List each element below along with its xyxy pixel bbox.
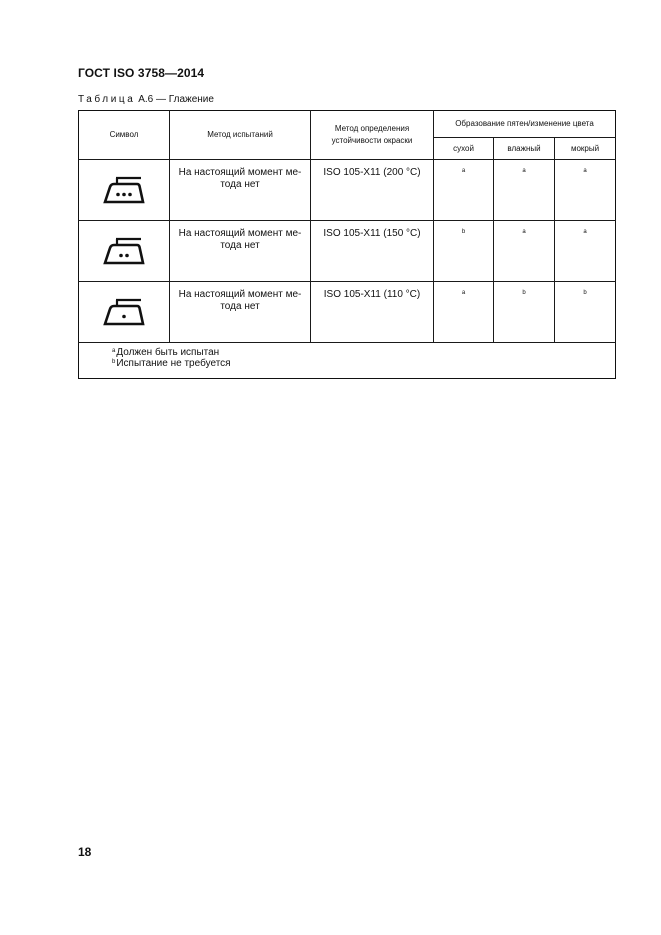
damp-cell: a	[494, 160, 555, 221]
fastness-method-cell: ISO 105-X11 (200 °C)	[311, 160, 434, 221]
test-method-text: На настоящий момент ме-тода нет	[178, 289, 302, 312]
test-method-text: На настоящий момент ме-тода нет	[178, 167, 302, 190]
iron-three-dots-icon	[101, 174, 147, 206]
test-method-cell	[170, 160, 311, 221]
header-symbol: Символ	[79, 111, 170, 160]
damp-cell: a	[494, 221, 555, 282]
dry-cell: a	[434, 160, 494, 221]
test-method-cell	[170, 282, 311, 343]
table-caption-word: Таблица	[78, 94, 136, 105]
footnote-mark: b	[112, 359, 116, 365]
fastness-method-cell: ISO 105-X11 (150 °C)	[311, 221, 434, 282]
damp-cell: b	[494, 282, 555, 343]
table-row	[79, 160, 616, 221]
document-header: ГОСТ ISO 3758—2014	[78, 66, 205, 80]
dry-cell: a	[434, 282, 494, 343]
wet-cell: b	[555, 282, 616, 343]
footnote-text: Испытание не требуется	[116, 358, 231, 369]
page-number: 18	[78, 845, 92, 859]
footnote-row	[79, 343, 616, 379]
header-fastness-method: Метод определения устойчивости окраски	[311, 111, 434, 160]
symbol-cell	[79, 221, 170, 282]
header-damp: влажный	[494, 138, 555, 160]
header-test-method: Метод испытаний	[170, 111, 311, 160]
symbol-cell	[79, 282, 170, 343]
footnote-mark: a	[112, 348, 116, 354]
footnote-text: Должен быть испытан	[116, 347, 220, 358]
table-caption	[78, 94, 214, 105]
ironing-table	[78, 110, 616, 379]
header-wet: мокрый	[555, 138, 616, 160]
wet-cell: a	[555, 160, 616, 221]
test-method-text: На настоящий момент ме-тода нет	[178, 228, 302, 251]
footnotes-cell	[79, 343, 616, 379]
footnote-a	[112, 347, 615, 358]
header-dry: сухой	[434, 138, 494, 160]
dry-cell: b	[434, 221, 494, 282]
table-row	[79, 282, 616, 343]
header-staining-group: Образование пятен/изменение цвета	[434, 111, 616, 138]
fastness-method-cell: ISO 105-X11 (110 °C)	[311, 282, 434, 343]
iron-one-dot-icon	[101, 296, 147, 328]
footnote-b	[112, 358, 615, 369]
symbol-cell	[79, 160, 170, 221]
iron-two-dots-icon	[101, 235, 147, 267]
wet-cell: a	[555, 221, 616, 282]
test-method-cell	[170, 221, 311, 282]
table-caption-title: А.6 — Глажение	[135, 94, 214, 105]
table-row	[79, 221, 616, 282]
